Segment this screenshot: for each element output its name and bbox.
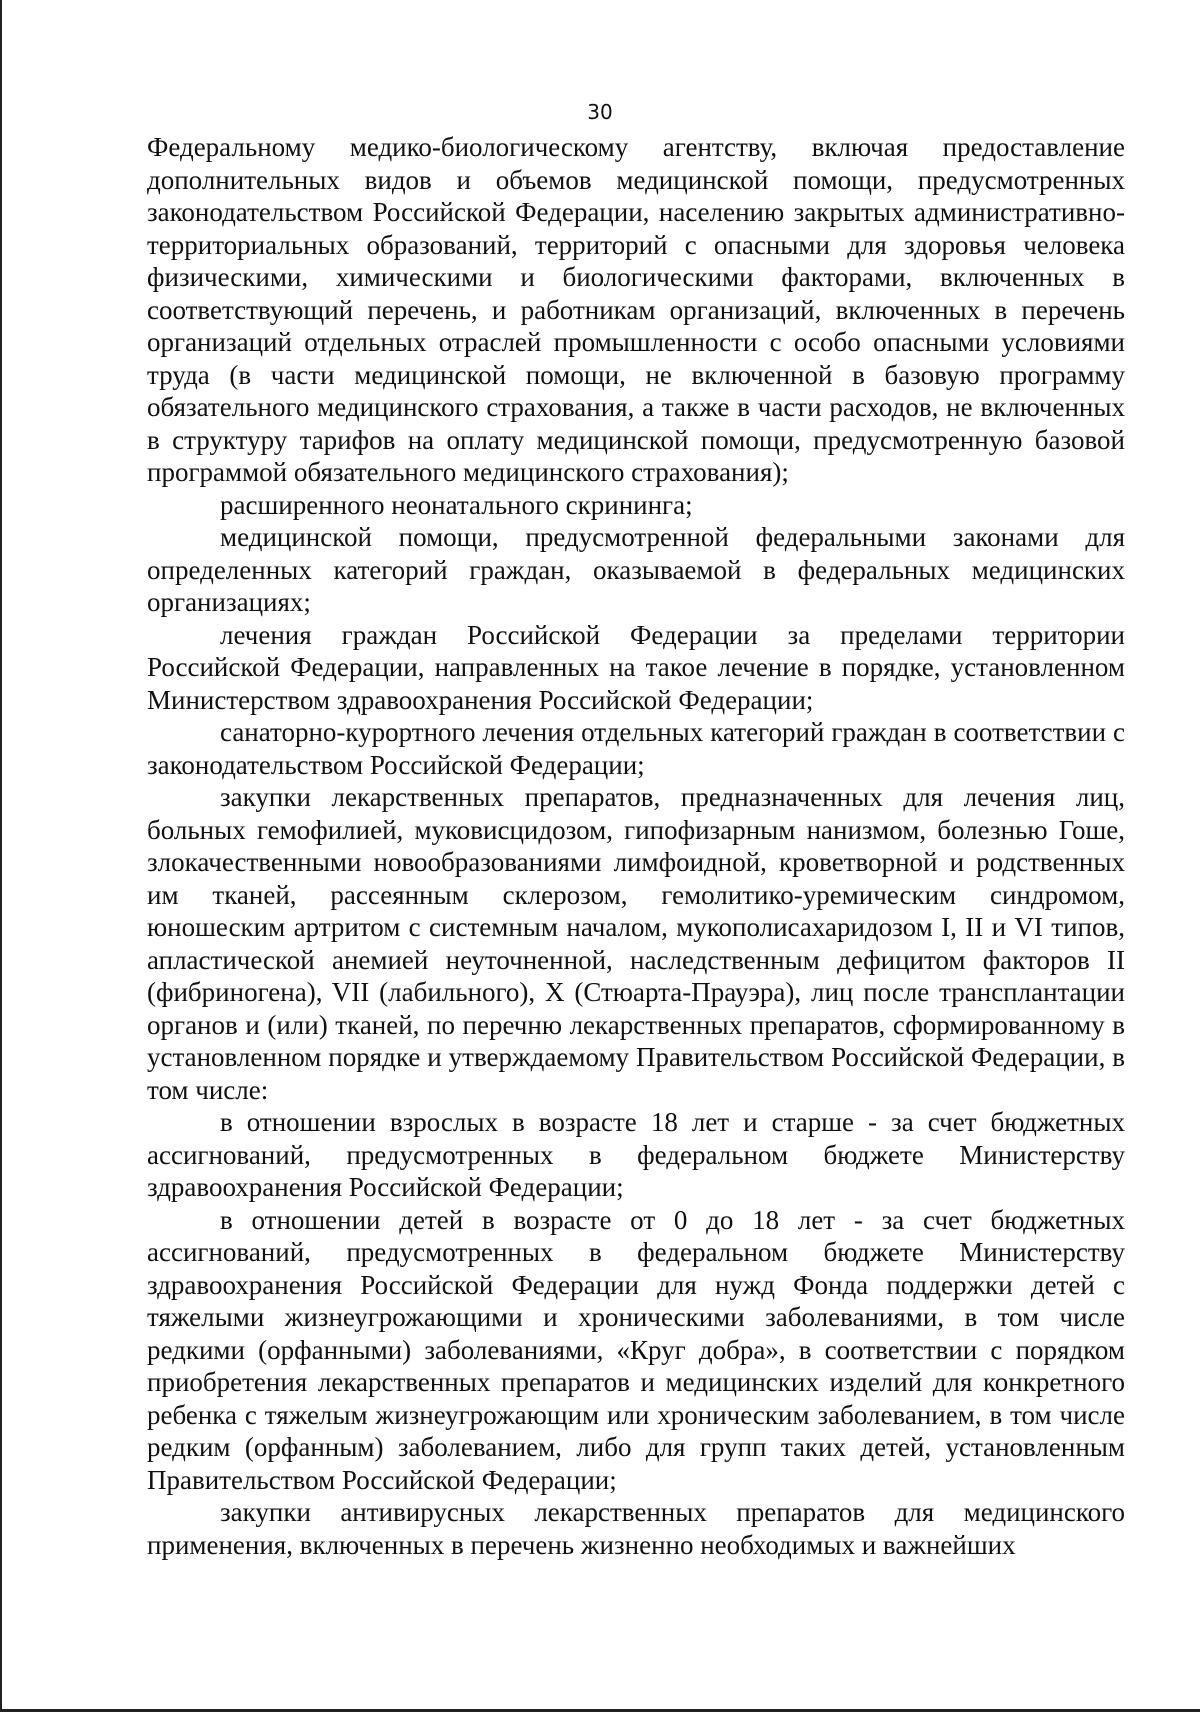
page-number: 30: [587, 100, 613, 124]
paragraph-adults: в отношении взрослых в возрасте 18 лет и старше - за счет бюджетных ассигнований, предусмотренных в федеральном бюджете Министерству здравоохранения Российской Федерации;: [147, 1107, 1125, 1202]
paragraph-drug-purchases: закупки лекарственных препаратов, предназначенных для лечения лиц, больных гемофилией, муковисцидозом, гипофизарным нанизмом, болезнью Гоше, злокачественными новообразованиями лимфоидной, кроветворной и родственных им тканей, рассеянным склерозом, гемолитико-уремическим синдромом, юношеским артритом с системным началом, мукополисахаридозом I, II и VI типов, апластической анемией неуточненной, наследственным дефицитом факторов II (фибриногена), VII (лабильного), X (Стюарта-Прауэра), лиц после трансплантации органов и (или) тканей, по перечню лекарственных препаратов, сформированному в установленном порядке и утверждаемому Правительством Российской Федерации, в том числе:: [147, 782, 1125, 1105]
paragraph-sanatorium-treatment: санаторно-курортного лечения отдельных категорий граждан в соответствии с законодательством Российской Федерации;: [147, 717, 1125, 780]
scan-left-edge: [0, 0, 2, 1712]
paragraph-children: в отношении детей в возрасте от 0 до 18 лет - за счет бюджетных ассигнований, предусмотренных в федеральном бюджете Министерству здравоохранения Российской Федерации для нужд Фонда поддержки детей с тяжелыми жизнеугрожающими и хроническими заболеваниями, в том числе редкими (орфанными) заболеваниями, «Круг добра», в соответствии с порядком приобретения лекарственных препаратов и медицинских изделий для конкретного ребенка с тяжелым жизнеугрожающим или хроническим заболеванием, в том числе редким (орфанным) заболеванием, либо для групп таких детей, установленным Правительством Российской Федерации;: [147, 1204, 1125, 1495]
paragraph-treatment-abroad: лечения граждан Российской Федерации за пределами территории Российской Федерации, направленных на такое лечение в порядке, установленном Министерством здравоохранения Российской Федерации;: [147, 619, 1125, 715]
paragraph-continuation: Федеральному медико-биологическому агентству, включая предоставление дополнительных видов и объемов медицинской помощи, предусмотренных законодательством Российской Федерации, населению закрытых административно-территориальных образований, территорий с опасными для здоровья человека физическими, химическими и биологическими факторами, включенных в соответствующий перечень, и работникам организаций, включенных в перечень организаций отдельных отраслей промышленности с особо опасными условиями труда (в части медицинской помощи, не включенной в базовую программу обязательного медицинского страхования, а также в части расходов, не включенных в структуру тарифов на оплату медицинской помощи, предусмотренную базовой программой обязательного медицинского страхования);: [147, 132, 1125, 487]
paragraph-federal-medical-help: медицинской помощи, предусмотренной федеральными законами для определенных категорий граждан, оказываемой в федеральных медицинских организациях;: [147, 522, 1125, 617]
document-body: [147, 131, 1125, 1561]
paragraph-antiviral-drugs: закупки антивирусных лекарственных препаратов для медицинского применения, включенных в перечень жизненно необходимых и важнейших: [147, 1497, 1125, 1560]
paragraph-neonatal-screening: расширенного неонатального скрининга;: [220, 489, 693, 520]
